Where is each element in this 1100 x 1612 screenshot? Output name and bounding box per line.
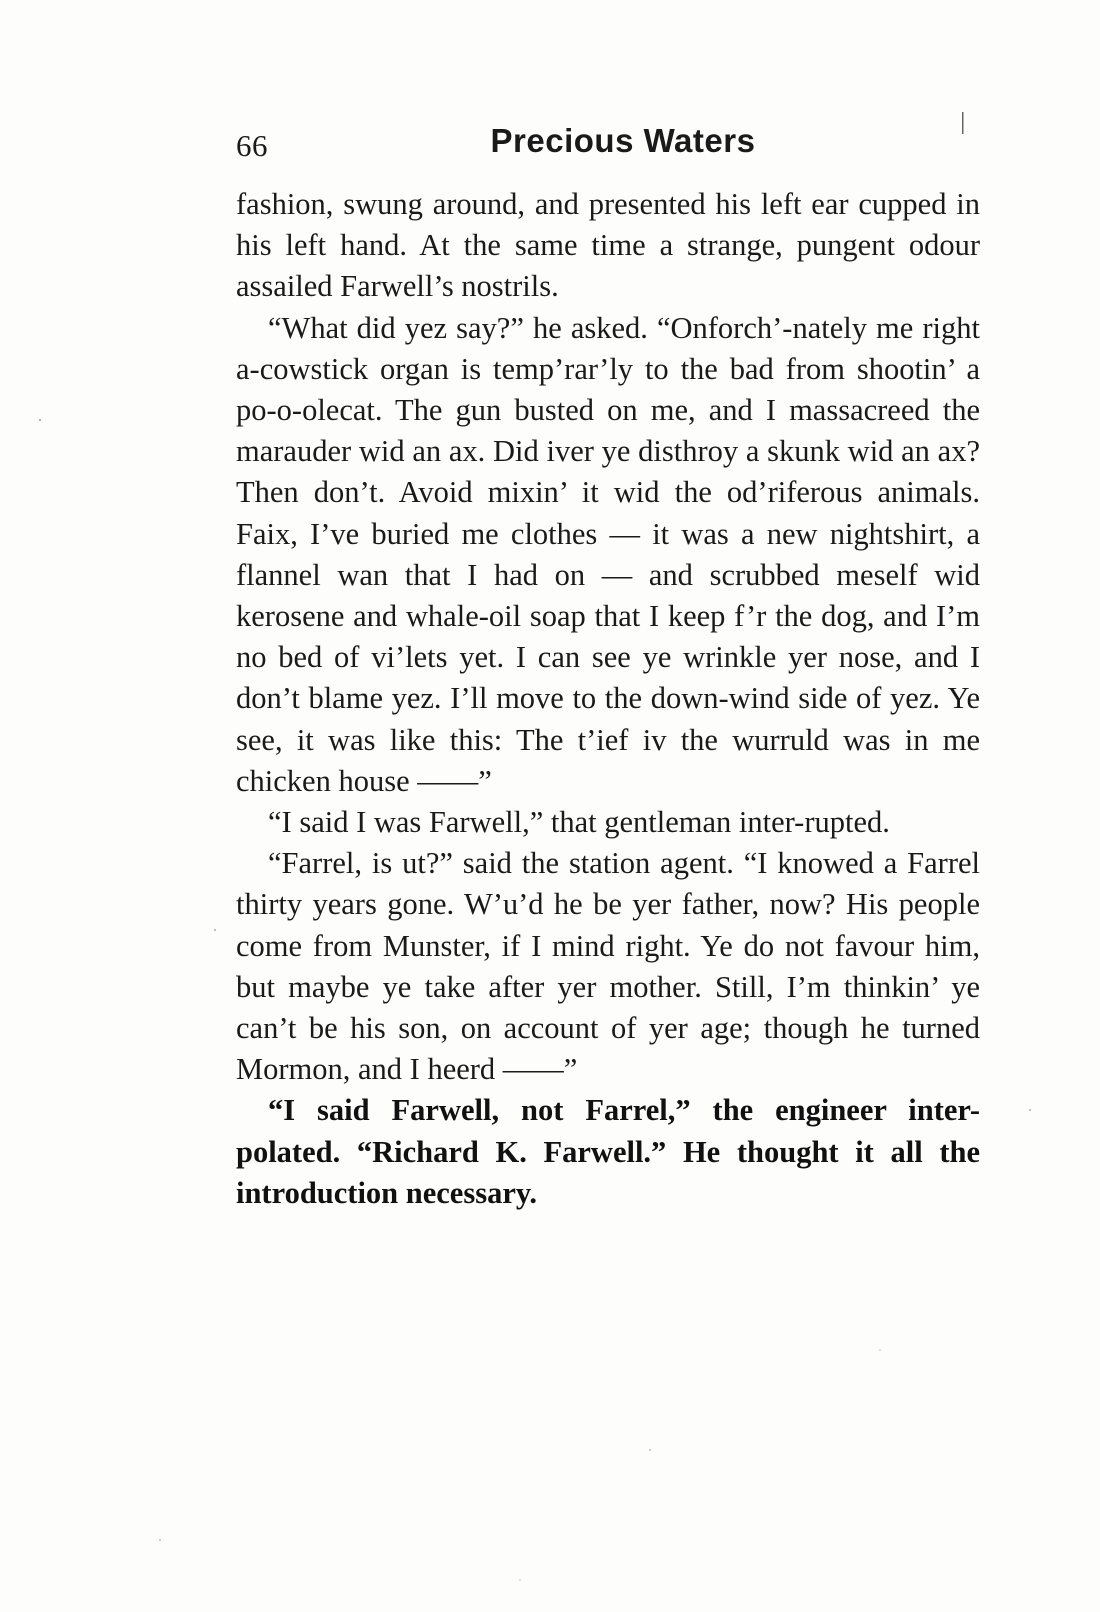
body-text (236, 184, 980, 1214)
speck (879, 1349, 881, 1351)
paragraph-continued: fashion, swung around, and presented his left ear cupped in his left hand. At the same time a strange, pungent odour assailed Farwell’s nostrils. (236, 187, 980, 304)
speck (39, 419, 41, 421)
page-number: 66 (236, 128, 268, 163)
speck (649, 1449, 651, 1451)
speck (159, 1539, 161, 1541)
running-title: Precious Waters (490, 122, 756, 159)
page-header (236, 122, 980, 172)
paragraph-station-agent-speech: “What did yez say?” he asked. “Onforch’-nately me right a-cowstick organ is temp’rar’ly to the bad from shootin’ a po-o-olecat. The gun busted on me, and I massacreed the marauder wid an ax. Did iver ye disthroy a skunk wid an ax? Then don’t. Avoid mixin’ it wid the od’riferous animals. Faix, I’ve buried me clothes — it was a new nightshirt, a flannel wan that I had on — and scrubbed meself wid kerosene and whale-oil soap that I keep f’r the dog, and I’m no bed of vi’lets yet. I can see ye wrinkle yer nose, and I don’t blame yez. I’ll move to the down-wind side of yez. Ye see, it was like this: The t’ief iv the wurruld was in me chicken house ——” (236, 310, 980, 798)
paragraph-engineer-introduction: “I said Farwell, not Farrel,” the engineer inter-polated. “Richard K. Farwell.” He thought it all the introduction necessary. (236, 1093, 980, 1210)
paragraph-farrel-reply: “Farrel, is ut?” said the station agent. “I knowed a Farrel thirty years gone. W’u’d he be yer father, now? His people come from Munster, if I mind right. Ye do not favour him, but maybe ye take after yer mother. Still, I’m thinkin’ ye can’t be his son, on account of yer age; though he turned Mormon, and I heerd ——” (236, 846, 980, 1087)
speck (519, 1579, 521, 1581)
speck (214, 929, 216, 931)
speck (1029, 1109, 1031, 1111)
paragraph-farwell-interrupts: “I said I was Farwell,” that gentleman inter-rupted. (268, 805, 890, 840)
